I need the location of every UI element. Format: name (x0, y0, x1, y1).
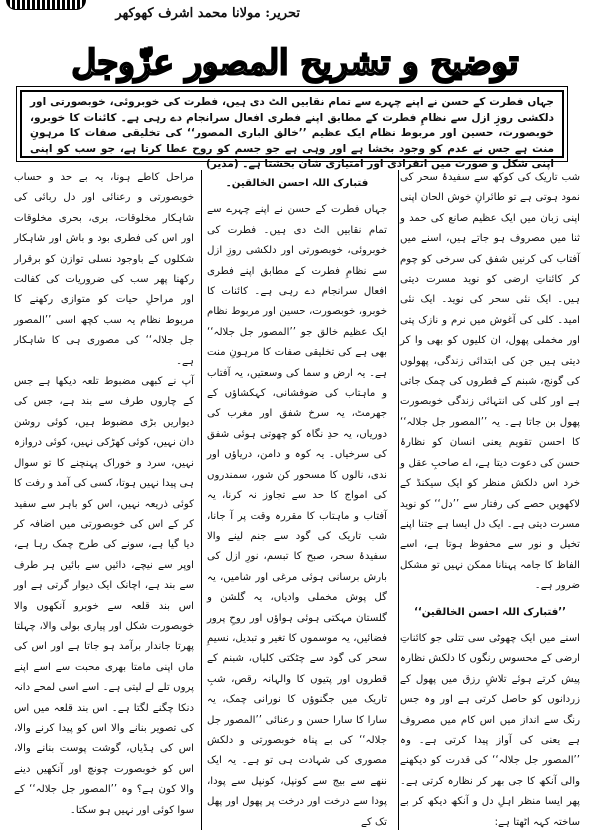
paragraph: جہاں فطرت کے حسن نے اپنے چہرے سے تمام نقابیں الٹ دی ہیں۔ فطرت کی خوبروئی، خوبصورتی اور دلکشی روزِ ازل سے نظامِ فطرت کے مطابق اپنے فطری افعال سرانجام دے رہی ہے۔ کائنات کا خوبرو، خوبصورت، حسین اور مربوط نظام ایک عظیم خالق جو ’’المصور جل جلالہ‘‘ بھی ہے کی تخلیقی صفات کا مرہونِ منت ہے۔ یہ ارض و سما کی وسعتیں، یہ آفتاب و ماہتاب کی ضوفشانی، کہکشاؤں کے جھرمٹ، یہ سرخ شفق اور مغرب کی دوریاں، یہ حدِ نگاہ کو چھوتی ہوئی شفق کی سرخیاں۔ یہ کوہ و دامن، دریاؤں اور ندی، نالوں کا مسحور کن شور، سمندروں کی امواج کا حد سے تجاوز نہ کرنا، یہ آفتاب و ماہتاب کا مقررہ وقت پر آ جانا، شب تاریک کی گود سے جنم لینے والا سفیدۂ سحر، صبح کا تبسم، نورِ ازل کی بارش برسانی ہوئی مرغی اور شامیں، یہ گل پوش مخملی وادیاں، یہ گلشن و گلستان مہکتی ہوئی ہواؤں اور روحِ پرور فضائیں، یہ موسموں کا تغیر و تبدیل، نسیمِ سحر کی گود سے چٹکتی کلیاں، شبنم کے قطروں اور پتیوں کا والہانہ رقص، شبِ تاریک میں جگنوؤں کا نورانی چمک، یہ سارا کا سارا حسن و رعنائی ’’المصور جل جلالہ‘‘ کی بے پناہ خوبصورتی و دلکش مصوری کی شہادت ہی تو ہے۔ یہ ایک ننھے سے بیج سے کونپل، کونپل سے پودا، پودا سے درخت اور درخت پر پھول اور پھل تک کے (207, 204, 387, 828)
column-right (400, 168, 580, 836)
column-left (14, 168, 194, 836)
paragraph: آپ نے کبھی مضبوط تلعہ دیکھا ہے جس کے چاروں طرف سے بند ہے، جس کی دیواریں بڑی مضبوط ہیں، کوئی روشن دان نہیں، کوئی کھڑکی نہیں، کوئی دروازہ نہیں، سرد و خوراک پہنچنے کا تو سوال ہی پیدا نہیں ہوتا، کسی کی آمد و رفت کا کوئی ذریعہ نہیں، اس کو باہر سے سفید کر کے اس کی خوبصورتی میں اضافہ کر دیا گیا ہے، سونے کی طرح چمک رہا ہے، اوپر سے نیچے، دائیں سے بائیں ہر طرف سے بند ہے، اچانک ایک دیوار گرتی ہے اور اس بند قلعہ سے خوبرو آنکھوں والا خوبصورت شکل اور پیاری بولی والا، چہلتا پھرتا جاندار برآمد ہو جاتا ہے اور اس کی ماں اپنی مامتا بھری محبت سے اسے اپنے پروں تلے لے لیتی ہے۔ اسے اسی لمحے دانہ دنکا چگنے لگتا ہے۔ اس بند قلعہ میں اس کی تصویر بنانے والا اس کو پیدا کرنے والا، اس کی ہڈیاں، گوشت پوست بنانے والا، اس کو خوبصورت چونچ اور آنکھیں دینے والا کون ہے؟ وہ ’’المصور جل جلالہ‘‘ کے سوا کوئی اور نہیں ہو سکتا۔ (14, 376, 194, 816)
subheading: فتبارک اللہ احسن الخالقین۔ (225, 178, 369, 189)
column-divider (398, 170, 399, 830)
paragraph: اسنے میں ایک چھوٹی سی تتلی جو کائناتِ ارضی کے محسوس رنگوں کا دلکش نظارہ پیش کرتے ہوئے تلاشِ رزق میں پھول کے زردانوں کو حاصل کرتی ہے اور وہ جس رنگ سے انداز میں اس کام میں مصروف ہے یعنی کی آواز پیدا کرتی ہے۔ وہ ’’المصور جل جلالہ‘‘ کی قدرت کو دیکھنے والی آنکھ کا جی بھر کر نظارہ کرتی ہے۔ پھر ایسا منظر اہلِ دل و آنکھ دیکھ کر بے ساختہ کہہ اٹھتا ہے: (400, 632, 580, 828)
paragraph: شب تاریک کی کوکھ سے سفیدۂ سحر کی نمود ہوتی ہے تو طائرانِ خوش الحان اپنی اپنی زبان میں ایک عظیم صانع کی حمد و ثنا میں مصروف ہو جاتے ہیں، اسنے میں آفتاب کی کرنیں شفق کی سرخی کو چوم کر کائناتِ ارضی کو نوید مسرت دیتی ہیں۔ ایک نئی سحر کی نوید۔ ایک نئی امید۔ کلی کی آغوش میں نرم و نازک پتی اور مخملی پھول، ان کلیوں کو بھی وا کر دیتی ہیں جن کی ابتدائی زندگی، پھولوں کی گونج، شبنم کے قطروں کی چمک جاتی ہے اور کلی کی انتہائی زندگی خوبصورت پھول بن جاتا ہے۔ یہ ’’المصور جل جلالہ‘‘ کا احسن تقویم یعنی انسان کو نظارۂ حسن کی دعوت دیتا ہے، اے صاحبِ عقل و خرد اس دلکش منظر کو ایک سیکنڈ کے لاکھویں حصے کی رفتار سے ’’دل‘‘ کو نوید مسرت دیتی ہے۔ ایک دل ایسا ہے جتنا اپنے تخیل و نور سے محفوظ ہوتا ہے، اسے الفاظ کا جامہ پہنانا ممکن نہیں تو مشکل ضرور ہے۔ (400, 172, 580, 592)
paragraph: مراحل کاطے ہونا، یہ بے حد و حساب خوبصورتی و رعنائی اور دل ربائی کی شاہکار مخلوقات، بری، بحری مخلوقات اور اس کی فطری بود و باش اور شاہکار شکلوں کے باوجود نسلی توازن کو برقرار رکھنا پھر سب کی ضروریات کی کفالت اور مراحلِ حیات کو متوازی رکھنے کا مربوط نظام یہ سب کچھ اسی ’’المصور جل جلالہ‘‘ کی مصوری ہی کا شاہکار ہے۔ (14, 172, 194, 367)
subheading: ’’فتبارک اللہ احسن الخالقین‘‘ (413, 606, 566, 618)
top-bar (0, 0, 590, 40)
editor-intro-box: جہاں فطرت کے حسن نے اپنے چہرے سے تمام نقابیں الٹ دی ہیں، فطرت کی خوبروئی، خوبصورتی اور دلکشی روزِ ازل سے نظامِ فطرت کے مطابق اپنے فطری افعال سرانجام دے رہی ہے۔ کائنات کا خوبرو، خوبصورت، حسین اور مربوط نظام ایک عظیم ’’خالق الباری المصور‘‘ کی تخلیقی صفات کا مرہونِ منت ہے جس نے عدم کو وجود بخشا ہے اور وہی ہے جو جسم کو روح عطا کرتا ہے، جو سب کو اپنی اپنی شکل و صورت میں انفرادی اور امتیازی شان بخشتا ہے۔ (مدیر) (20, 90, 564, 158)
column-middle (207, 168, 387, 836)
article-headline: توضیح و تشریح المصور عزّوجل (71, 43, 519, 83)
column-divider (201, 170, 202, 830)
author-byline: تحریر: مولانا محمد اشرف کھوکھر (115, 6, 300, 21)
